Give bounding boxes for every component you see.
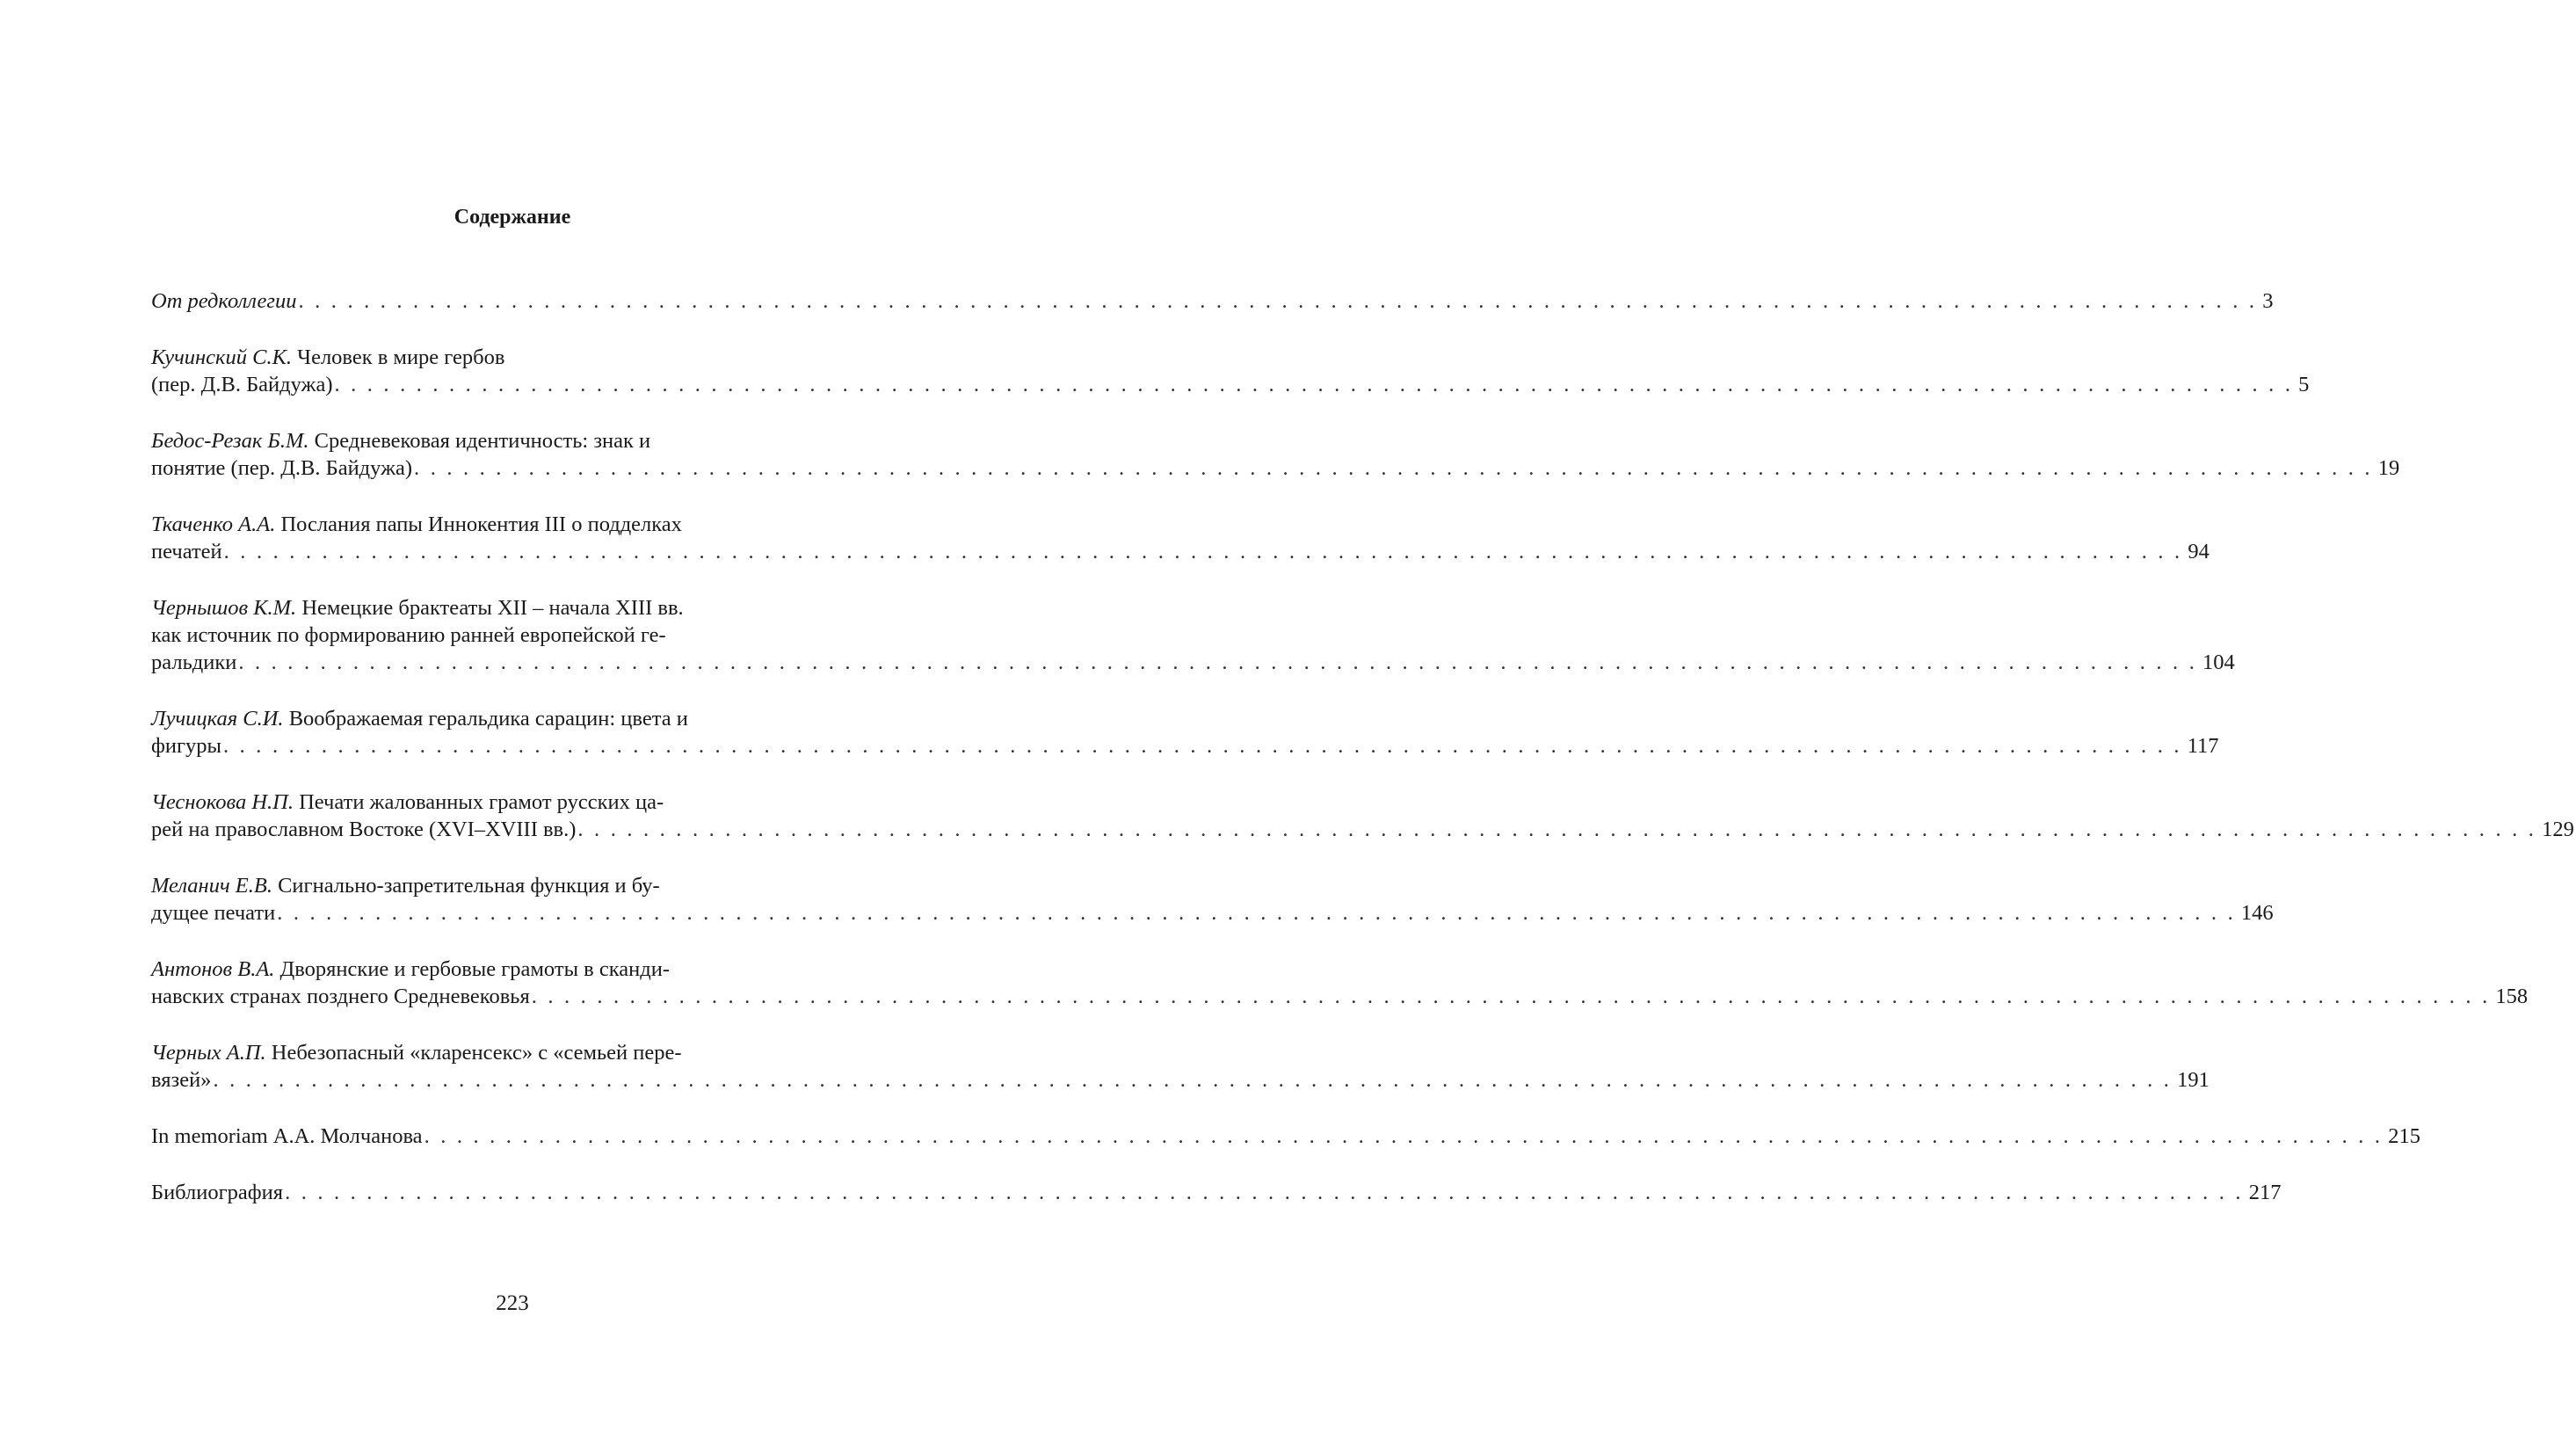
toc-entry-leader-line xyxy=(151,816,2574,843)
toc-entry-text: Печати жалованных грамот русских ца- xyxy=(293,790,664,814)
toc-entry-line xyxy=(151,622,762,649)
dot-leader: . . . . . . . . . . . . . . . . . . . . . . . . . . . . . . . . . . . . . . . . . . . . . . . . . . . . . . . . . . . . . . . . . . . . . . . . . . . . . . . . . . . . . . . . . . . . . . . . . . . . . . . . . . . . . . . . . . . . . . . . xyxy=(277,901,2236,925)
toc-entry-text: ральдики xyxy=(151,651,237,674)
toc-entry-line xyxy=(151,427,762,454)
toc-entry-author: От редколлегии xyxy=(151,289,297,313)
toc-entry-leader-line xyxy=(151,983,2529,1010)
toc-entry-leader-line xyxy=(151,1066,2210,1094)
toc-entry-page: 3 xyxy=(2262,289,2274,313)
dot-leader: . . . . . . . . . . . . . . . . . . . . . . . . . . . . . . . . . . . . . . . . . . . . . . . . . . . . . . . . . . . . . . . . . . . . . . . . . . . . . . . . . . . . . . . . . . . . . . . . . . . . . . . . . . . . . . . . . . . . . . . . xyxy=(531,985,2491,1008)
toc-entry-line xyxy=(151,789,762,816)
toc-entry-text: фигуры xyxy=(151,734,221,758)
toc-entry-leader-line xyxy=(151,649,2235,676)
page-number: 223 xyxy=(496,1291,529,1315)
toc-entry-line xyxy=(151,511,762,538)
toc-entry-leader-line xyxy=(151,1179,2282,1206)
dot-leader: . . . . . . . . . . . . . . . . . . . . . . . . . . . . . . . . . . . . . . . . . . . . . . . . . . . . . . . . . . . . . . . . . . . . . . . . . . . . . . . . . . . . . . . . . . . . . . . . . . . . . . . . . . . . . . . . . . . . . . . . xyxy=(223,734,2182,758)
toc-entry-text: Немецкие брактеаты XII – начала XIII вв. xyxy=(296,596,684,620)
toc-entry-line xyxy=(151,1039,762,1066)
toc-entry-author: Меланич Е.В. xyxy=(151,874,272,898)
toc-entry-leader-line xyxy=(151,538,2210,565)
toc-entry[interactable] xyxy=(151,344,2310,398)
toc-entry-line xyxy=(151,705,762,732)
toc-entry[interactable] xyxy=(151,427,2400,482)
toc-entry[interactable] xyxy=(151,594,2235,676)
toc-entry-page: 117 xyxy=(2187,734,2219,758)
toc-entry-author: Бедос-Резак Б.М. xyxy=(151,429,309,453)
toc-entry-leader-line xyxy=(151,732,2219,760)
toc-entry-text: Воображаемая геральдика сарацин: цвета и xyxy=(283,707,688,731)
toc-entry-text: как источник по формированию ранней европейской ге- xyxy=(151,623,666,647)
toc-entry-text: Дворянские и гербовые грамоты в сканди- xyxy=(274,957,670,981)
toc-entry-author: Чеснокова Н.П. xyxy=(151,790,294,814)
dot-leader: . . . . . . . . . . . . . . . . . . . . . . . . . . . . . . . . . . . . . . . . . . . . . . . . . . . . . . . . . . . . . . . . . . . . . . . . . . . . . . . . . . . . . . . . . . . . . . . . . . . . . . . . . . . . . . . . . . . . . . . . xyxy=(223,540,2183,563)
toc-entry-line xyxy=(151,344,762,371)
toc-entry-text: печатей xyxy=(151,540,222,563)
toc-entry-page: 104 xyxy=(2202,651,2235,674)
table-of-contents xyxy=(151,287,2574,1235)
toc-entry-author: Черных А.П. xyxy=(151,1041,266,1065)
toc-entry-leader-line xyxy=(151,287,2274,315)
toc-entry-page: 158 xyxy=(2495,985,2529,1008)
toc-entry-text: Человек в мире гербов xyxy=(292,345,505,369)
toc-entry-text: Средневековая идентичность: знак и xyxy=(308,429,651,453)
toc-entry[interactable] xyxy=(151,872,2274,927)
dot-leader: . . . . . . . . . . . . . . . . . . . . . . . . . . . . . . . . . . . . . . . . . . . . . . . . . . . . . . . . . . . . . . . . . . . . . . . . . . . . . . . . . . . . . . . . . . . . . . . . . . . . . . . . . . . . . . . . . . . . . . . . xyxy=(424,1124,2384,1148)
dot-leader: . . . . . . . . . . . . . . . . . . . . . . . . . . . . . . . . . . . . . . . . . . . . . . . . . . . . . . . . . . . . . . . . . . . . . . . . . . . . . . . . . . . . . . . . . . . . . . . . . . . . . . . . . . . . . . . . . . . . . . . . xyxy=(238,651,2198,674)
toc-entry-text: Сигнально-запретительная функция и бу- xyxy=(272,874,660,898)
toc-entry[interactable] xyxy=(151,287,2274,315)
toc-entry-text: Библиография xyxy=(151,1181,284,1204)
dot-leader: . . . . . . . . . . . . . . . . . . . . . . . . . . . . . . . . . . . . . . . . . . . . . . . . . . . . . . . . . . . . . . . . . . . . . . . . . . . . . . . . . . . . . . . . . . . . . . . . . . . . . . . . . . . . . . . . . . . . . . . . xyxy=(577,818,2537,841)
toc-entry-text: In memoriam А.А. Молчанова xyxy=(151,1124,423,1148)
toc-entry-author: Кучинский С.К. xyxy=(151,345,293,369)
dot-leader: . . . . . . . . . . . . . . . . . . . . . . . . . . . . . . . . . . . . . . . . . . . . . . . . . . . . . . . . . . . . . . . . . . . . . . . . . . . . . . . . . . . . . . . . . . . . . . . . . . . . . . . . . . . . . . . . . . . . . . . . xyxy=(334,373,2294,396)
toc-entry[interactable] xyxy=(151,789,2574,843)
toc-entry-author: Чернышов К.М. xyxy=(151,596,297,620)
toc-entry-leader-line xyxy=(151,899,2274,927)
toc-entry-page: 5 xyxy=(2298,373,2310,396)
toc-entry-author: Лучицкая С.И. xyxy=(151,707,284,731)
toc-entry-page: 146 xyxy=(2240,901,2274,925)
toc-entry[interactable] xyxy=(151,1039,2210,1094)
toc-title: Содержание xyxy=(454,206,571,229)
toc-entry-author-wrap xyxy=(151,287,297,315)
toc-entry-page: 217 xyxy=(2248,1181,2282,1204)
toc-entry-page: 191 xyxy=(2177,1068,2210,1092)
toc-entry-line xyxy=(151,594,762,622)
toc-entry-leader-line xyxy=(151,1123,2420,1150)
dot-leader: . . . . . . . . . . . . . . . . . . . . . . . . . . . . . . . . . . . . . . . . . . . . . . . . . . . . . . . . . . . . . . . . . . . . . . . . . . . . . . . . . . . . . . . . . . . . . . . . . . . . . . . . . . . . . . . . . . . . . . . . xyxy=(414,456,2373,480)
toc-entry-text: Небезопасный «кларенсекс» с «семьей пере- xyxy=(265,1041,682,1065)
toc-entry-line xyxy=(151,872,762,899)
toc-entry-line xyxy=(151,956,762,983)
toc-entry-page: 129 xyxy=(2542,818,2574,841)
toc-entry-text: дущее печати xyxy=(151,901,276,925)
toc-entry-leader-line xyxy=(151,454,2400,482)
toc-entry[interactable] xyxy=(151,1179,2282,1206)
toc-entry-text: вязей» xyxy=(151,1068,212,1092)
toc-entry-text: навских странах позднего Средневековья xyxy=(151,985,530,1008)
toc-entry-text: (пер. Д.В. Байдужа) xyxy=(151,373,333,396)
toc-entry-author: Антонов В.А. xyxy=(151,957,275,981)
toc-entry-text: Послания папы Иннокентия III о подделках xyxy=(275,513,682,536)
toc-entry-text: рей на православном Востоке (XVI–XVIII вв.) xyxy=(151,818,577,841)
toc-entry[interactable] xyxy=(151,511,2210,565)
toc-entry-page: 215 xyxy=(2388,1124,2420,1148)
toc-entry-page: 19 xyxy=(2377,456,2400,480)
toc-entry-author: Ткаченко А.А. xyxy=(151,513,276,536)
toc-entry-leader-line xyxy=(151,371,2310,398)
toc-entry[interactable] xyxy=(151,956,2529,1010)
toc-entry-page: 94 xyxy=(2188,540,2210,563)
toc-entry[interactable] xyxy=(151,705,2219,760)
dot-leader: . . . . . . . . . . . . . . . . . . . . . . . . . . . . . . . . . . . . . . . . . . . . . . . . . . . . . . . . . . . . . . . . . . . . . . . . . . . . . . . . . . . . . . . . . . . . . . . . . . . . . . . . . . . . . . . . . . . . . . . . xyxy=(285,1181,2244,1204)
dot-leader: . . . . . . . . . . . . . . . . . . . . . . . . . . . . . . . . . . . . . . . . . . . . . . . . . . . . . . . . . . . . . . . . . . . . . . . . . . . . . . . . . . . . . . . . . . . . . . . . . . . . . . . . . . . . . . . . . . . . . . . . xyxy=(213,1068,2173,1092)
toc-entry[interactable] xyxy=(151,1123,2420,1150)
toc-entry-text: понятие (пер. Д.В. Байдужа) xyxy=(151,456,413,480)
dot-leader: . . . . . . . . . . . . . . . . . . . . . . . . . . . . . . . . . . . . . . . . . . . . . . . . . . . . . . . . . . . . . . . . . . . . . . . . . . . . . . . . . . . . . . . . . . . . . . . . . . . . . . . . . . . . . . . . . . . . . . . . xyxy=(298,289,2258,313)
